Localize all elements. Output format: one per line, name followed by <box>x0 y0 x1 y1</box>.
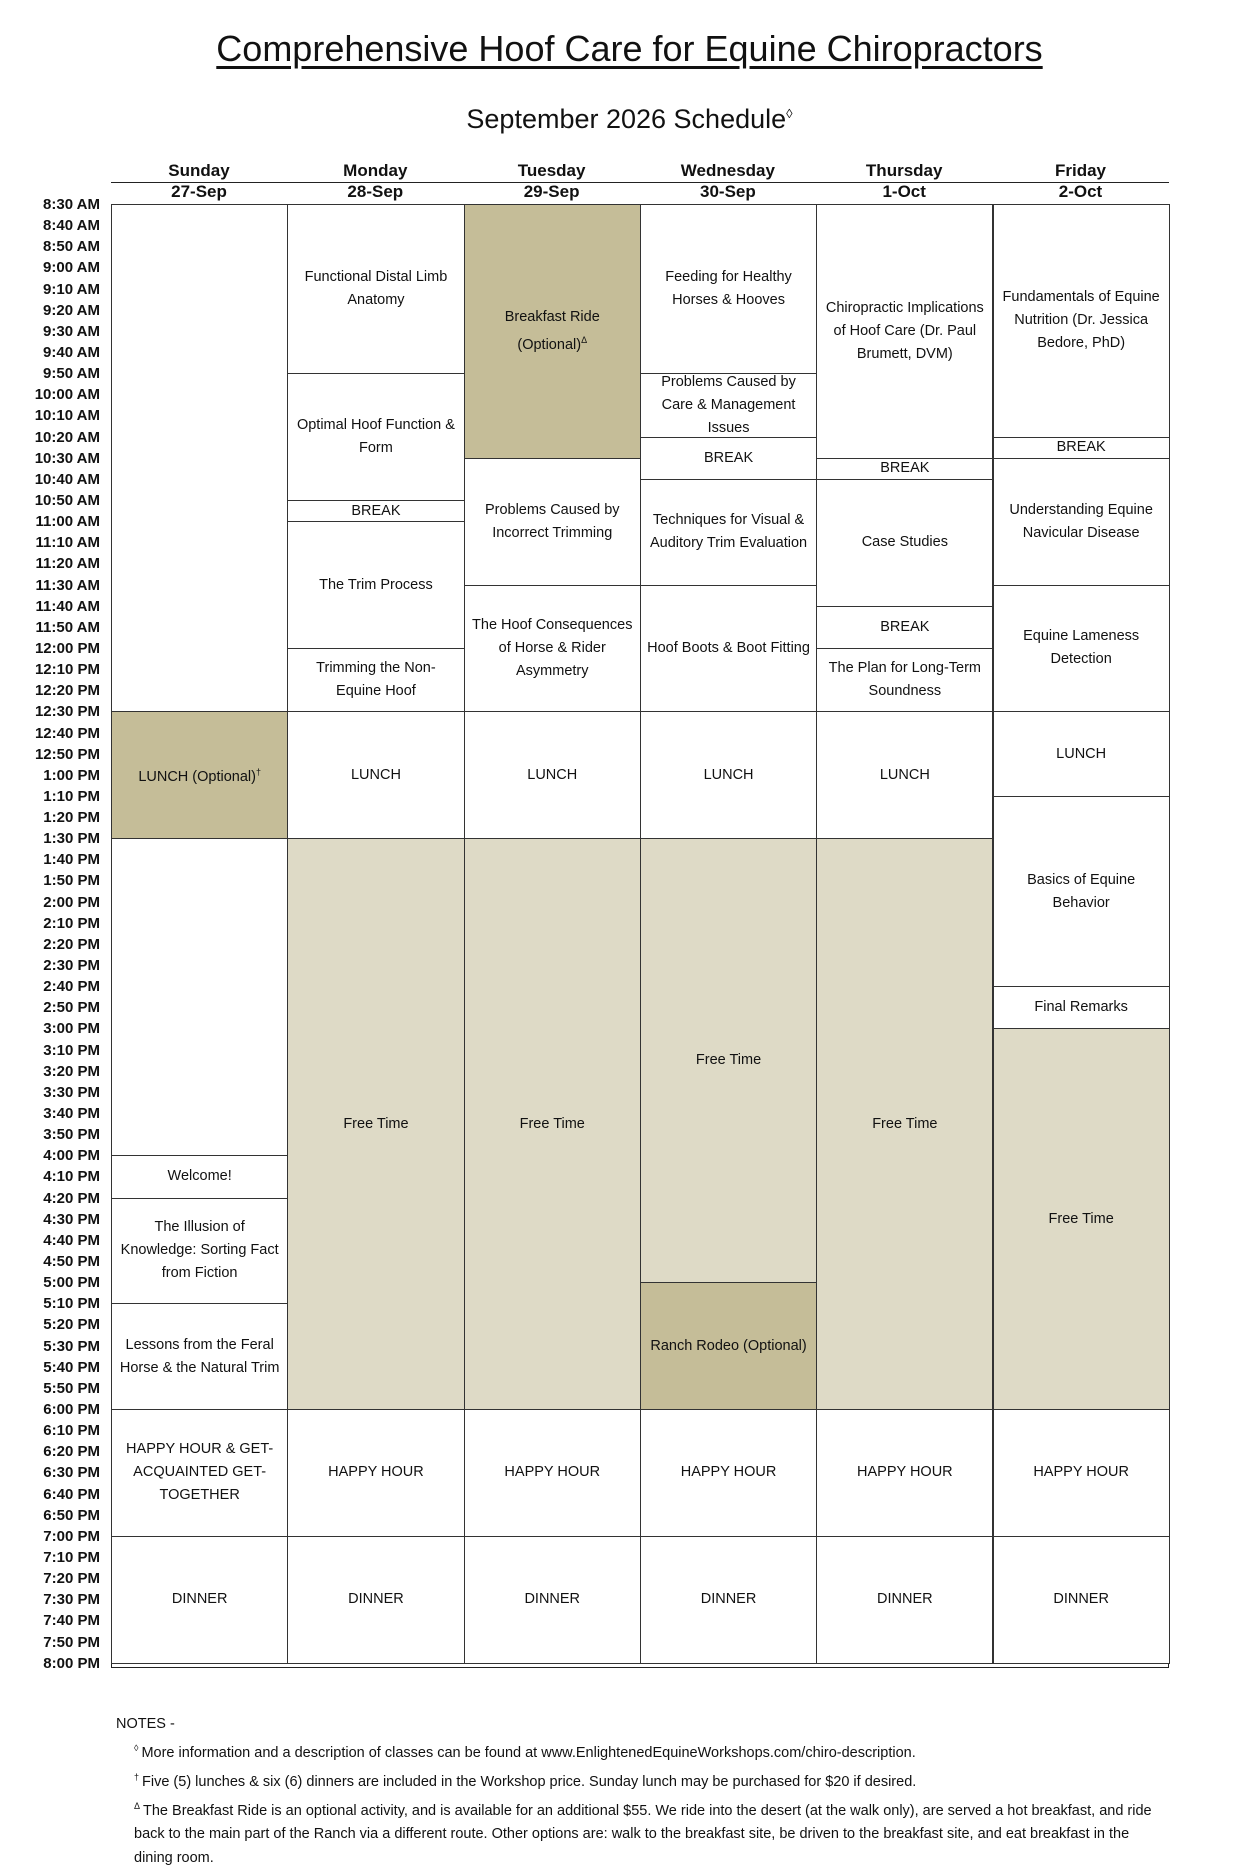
time-label: 3:00 PM <box>43 1020 100 1038</box>
event-content <box>701 1588 757 1611</box>
schedule-event <box>816 648 993 712</box>
time-label: 3:20 PM <box>43 1062 100 1080</box>
day-date: 27-Sep <box>171 182 227 201</box>
schedule-event <box>640 437 817 480</box>
time-label: 9:10 AM <box>43 280 100 298</box>
schedule-event <box>816 479 993 607</box>
time-label: 7:30 PM <box>43 1591 100 1609</box>
schedule-event <box>640 1536 817 1664</box>
day-header-thursday <box>816 160 992 202</box>
event-label: Fundamentals of Equine Nutrition (Dr. Jessica Bedore, PhD) <box>1002 289 1160 352</box>
time-label: 10:30 AM <box>34 449 100 467</box>
event-label: Understanding Equine Navicular Disease <box>1009 501 1153 541</box>
event-content <box>647 637 810 660</box>
event-content <box>1034 996 1127 1019</box>
time-label: 7:10 PM <box>43 1548 100 1566</box>
event-content <box>294 266 457 312</box>
event-label: Basics of Equine Behavior <box>1027 871 1136 911</box>
schedule-event <box>816 711 993 839</box>
day-header-sunday <box>111 160 287 202</box>
event-content <box>351 764 401 787</box>
schedule-event <box>993 1409 1170 1537</box>
time-label: 10:10 AM <box>34 407 100 425</box>
event-label: HAPPY HOUR <box>1033 1464 1129 1481</box>
time-label: 3:50 PM <box>43 1126 100 1144</box>
schedule-event <box>287 838 464 1410</box>
schedule-event <box>816 838 993 1410</box>
time-label: 4:20 PM <box>43 1189 100 1207</box>
event-label: HAPPY HOUR <box>504 1464 601 1481</box>
event-label: Breakfast Ride (Optional) <box>504 308 600 353</box>
schedule-event <box>287 1409 464 1537</box>
event-content <box>880 616 929 639</box>
time-label: 9:30 AM <box>43 322 100 340</box>
event-footnote-mark: Δ <box>581 334 588 345</box>
event-label: Problems Caused by Care & Management Issues <box>661 373 796 436</box>
time-label: 6:10 PM <box>43 1422 100 1440</box>
day-header-tuesday <box>464 160 640 202</box>
event-content <box>118 1216 281 1285</box>
schedule-event <box>816 458 993 480</box>
time-label: 6:20 PM <box>43 1443 100 1461</box>
event-content <box>328 1461 424 1484</box>
event-content <box>1000 499 1163 545</box>
time-label: 6:50 PM <box>43 1506 100 1524</box>
time-label: 4:10 PM <box>43 1168 100 1186</box>
event-label: The Illusion of Knowledge: Sorting Fact from Fiction <box>120 1219 279 1282</box>
event-label: Lessons from the Feral Horse & the Natural Trim <box>119 1336 280 1376</box>
time-label: 1:40 PM <box>43 851 100 869</box>
event-label: Free Time <box>343 1115 409 1132</box>
schedule-event <box>993 204 1170 438</box>
event-label: Functional Distal Limb Anatomy <box>304 269 448 309</box>
schedule-event <box>816 204 993 459</box>
event-content <box>647 509 810 555</box>
event-content <box>1000 869 1163 915</box>
time-label: 5:30 PM <box>43 1337 100 1355</box>
time-label: 8:40 AM <box>43 217 100 235</box>
event-content <box>1056 743 1106 766</box>
time-label: 6:40 PM <box>43 1485 100 1503</box>
event-label: HAPPY HOUR <box>857 1464 953 1481</box>
time-label: 8:30 AM <box>43 196 100 213</box>
time-label: 5:00 PM <box>43 1274 100 1292</box>
event-content <box>294 657 457 703</box>
event-content <box>877 1588 933 1611</box>
event-label: Equine Lameness Detection <box>1023 628 1140 668</box>
event-content <box>294 414 457 460</box>
schedule-grid <box>111 204 1169 1668</box>
day-date: 29-Sep <box>523 182 580 201</box>
time-label: 8:00 PM <box>43 1654 100 1672</box>
event-label: The Trim Process <box>319 576 433 593</box>
event-label: Free Time <box>695 1052 762 1069</box>
event-label: Free Time <box>519 1115 585 1132</box>
time-label: 7:20 PM <box>43 1570 100 1588</box>
header-rule <box>111 182 1169 183</box>
time-label: 10:50 AM <box>34 491 100 509</box>
event-label: Problems Caused by Incorrect Trimming <box>484 501 620 541</box>
time-label: 11:50 AM <box>35 618 100 636</box>
schedule-event <box>816 606 993 649</box>
event-content <box>504 1461 600 1484</box>
event-label: DINNER <box>1053 1591 1109 1608</box>
time-label: 4:40 PM <box>43 1231 100 1249</box>
schedule-event <box>287 648 464 712</box>
schedule-event <box>464 204 641 459</box>
schedule-event <box>640 1282 817 1410</box>
schedule-event <box>993 711 1170 797</box>
day-header-monday <box>287 160 463 202</box>
schedule-event <box>640 585 817 713</box>
time-label: 2:10 PM <box>43 914 100 932</box>
day-name: Tuesday <box>517 161 586 180</box>
schedule-event <box>640 479 817 586</box>
note-text: More information and a description of classes can be found at www.EnlightenedEquineWorkshops.com/chiro-description. <box>141 1744 916 1761</box>
time-label: 7:50 PM <box>43 1633 100 1651</box>
time-label: 2:00 PM <box>43 893 100 911</box>
event-content <box>138 761 261 789</box>
event-label: BREAK <box>880 460 930 477</box>
time-label: 2:50 PM <box>43 999 100 1017</box>
time-label: 9:20 AM <box>43 301 100 319</box>
time-label: 12:20 PM <box>34 682 100 700</box>
event-content <box>118 1438 281 1507</box>
event-content <box>872 1113 937 1136</box>
event-label: DINNER <box>700 1591 757 1608</box>
time-label: 12:30 PM <box>34 703 100 721</box>
time-label: 12:10 PM <box>34 661 100 679</box>
event-label: Chiropractic Implications of Hoof Care (Dr. Paul Brumett, DVM) <box>825 299 984 362</box>
event-content <box>319 574 433 597</box>
schedule-event <box>111 1409 288 1537</box>
event-label: Trimming the Non-Equine Hoof <box>316 660 436 700</box>
day-date: 1-Oct <box>882 182 926 201</box>
schedule-event <box>111 711 288 839</box>
time-label: 4:30 PM <box>43 1210 100 1228</box>
time-label: 2:40 PM <box>43 978 100 996</box>
time-label: 12:00 PM <box>34 639 100 657</box>
event-content <box>118 1334 281 1380</box>
event-content <box>471 306 634 357</box>
time-label: 1:50 PM <box>43 872 100 890</box>
schedule-event <box>287 373 464 501</box>
event-content <box>1049 1208 1114 1231</box>
schedule-event <box>816 1536 993 1664</box>
event-content <box>704 764 754 787</box>
event-label: LUNCH <box>703 766 754 783</box>
event-label: Ranch Rodeo (Optional) <box>650 1337 807 1354</box>
event-content <box>524 1588 580 1611</box>
time-label: 10:20 AM <box>34 428 100 446</box>
time-label: 1:30 PM <box>43 830 100 848</box>
event-label: HAPPY HOUR <box>328 1464 424 1481</box>
time-label: 12:50 PM <box>34 745 100 763</box>
day-date: 28-Sep <box>347 182 404 201</box>
note-text: Five (5) lunches & six (6) dinners are included in the Workshop price. Sunday lunch may be purchased for $20 if desired. <box>142 1773 917 1790</box>
event-label: DINNER <box>877 1591 933 1608</box>
time-label: 3:30 PM <box>43 1083 100 1101</box>
schedule-event <box>111 1155 288 1198</box>
schedule-event <box>993 796 1170 987</box>
time-label: 10:00 AM <box>34 386 100 404</box>
time-label: 7:00 PM <box>43 1527 100 1545</box>
event-content <box>1057 436 1106 459</box>
time-label: 10:40 AM <box>34 470 100 488</box>
note-mark: Δ <box>134 1800 141 1811</box>
time-label: 5:40 PM <box>43 1358 100 1376</box>
time-label: 11:10 AM <box>35 534 100 552</box>
notes-heading: NOTES - <box>116 1716 175 1732</box>
time-label: 6:30 PM <box>43 1464 100 1482</box>
note-item <box>116 1736 1156 1765</box>
schedule-event <box>287 1536 464 1664</box>
time-label: 11:30 AM <box>35 576 100 594</box>
event-content <box>1033 1461 1129 1484</box>
event-content <box>696 1049 761 1072</box>
schedule-event <box>464 458 641 586</box>
schedule-event <box>464 585 641 713</box>
event-label: BREAK <box>703 449 754 466</box>
time-label: 11:20 AM <box>35 555 100 573</box>
page-subtitle <box>0 104 1259 135</box>
event-label: Feeding for Healthy Horses & Hooves <box>665 269 792 309</box>
event-label: LUNCH <box>527 766 578 783</box>
time-label: 1:20 PM <box>43 809 100 827</box>
event-content <box>704 447 753 470</box>
event-content <box>172 1588 228 1611</box>
event-content <box>1053 1588 1109 1611</box>
day-header-wednesday <box>640 160 816 202</box>
event-content <box>647 371 810 440</box>
time-label: 1:00 PM <box>43 766 100 784</box>
event-label: BREAK <box>1056 439 1106 456</box>
event-content <box>647 266 810 312</box>
time-label: 9:00 AM <box>43 259 100 277</box>
schedule-event <box>287 204 464 374</box>
schedule-event <box>993 458 1170 586</box>
time-label: 3:40 PM <box>43 1105 100 1123</box>
event-label: BREAK <box>880 618 930 635</box>
time-label: 7:40 PM <box>43 1612 100 1630</box>
event-content <box>348 1588 404 1611</box>
time-label: 11:40 AM <box>35 597 100 615</box>
schedule-event <box>464 1409 641 1537</box>
time-label: 1:10 PM <box>43 787 100 805</box>
event-label: Hoof Boots & Boot Fitting <box>647 639 810 656</box>
event-label: Techniques for Visual & Auditory Trim Evaluation <box>649 512 808 552</box>
event-label: LUNCH <box>879 766 930 783</box>
page-title: Comprehensive Hoof Care for Equine Chiropractors <box>216 28 1043 69</box>
schedule-event <box>464 1536 641 1664</box>
day-date: 2-Oct <box>1058 182 1103 201</box>
schedule-event <box>640 838 817 1283</box>
schedule-event <box>993 585 1170 713</box>
event-content <box>1000 625 1163 671</box>
time-label: 5:50 PM <box>43 1379 100 1397</box>
event-content <box>471 614 634 683</box>
event-content <box>520 1113 585 1136</box>
event-content <box>857 1461 953 1484</box>
note-mark: ◊ <box>134 1743 139 1753</box>
schedule-event <box>111 1198 288 1305</box>
event-label: Free Time <box>872 1115 938 1132</box>
event-content <box>681 1461 777 1484</box>
event-label: DINNER <box>348 1591 404 1608</box>
note-item <box>116 1765 1156 1794</box>
schedule-event <box>640 711 817 839</box>
event-footnote-mark: † <box>255 767 261 778</box>
schedule-event <box>993 1536 1170 1664</box>
time-label: 2:20 PM <box>43 935 100 953</box>
time-label: 2:30 PM <box>43 957 100 975</box>
time-label: 9:50 AM <box>43 365 100 383</box>
schedule-event <box>287 711 464 839</box>
event-label: HAPPY HOUR <box>680 1464 777 1481</box>
subtitle-mark: ◊ <box>786 106 793 121</box>
event-content <box>862 531 948 554</box>
event-content <box>880 457 929 480</box>
event-label: Final Remarks <box>1034 999 1128 1016</box>
time-label: 5:10 PM <box>43 1295 100 1313</box>
event-content <box>880 764 930 787</box>
event-label: HAPPY HOUR & GET-ACQUAINTED GET-TOGETHER <box>126 1441 274 1504</box>
schedule-event <box>640 373 817 437</box>
time-label: 11:00 AM <box>35 513 100 531</box>
event-label: The Hoof Consequences of Horse & Rider Asymmetry <box>472 616 633 679</box>
day-name: Wednesday <box>680 161 775 180</box>
day-header-friday <box>993 160 1169 202</box>
time-label: 3:10 PM <box>43 1041 100 1059</box>
note-item <box>116 1794 1156 1870</box>
event-label: DINNER <box>171 1591 228 1608</box>
schedule-event <box>464 838 641 1410</box>
schedule-event <box>111 838 288 1156</box>
event-content <box>343 1113 408 1136</box>
event-label: LUNCH (Optional) <box>138 769 256 786</box>
day-date: 30-Sep <box>700 182 756 201</box>
day-name: Friday <box>1054 161 1107 180</box>
schedule-event <box>111 1303 288 1410</box>
event-content <box>823 657 986 703</box>
event-label: BREAK <box>351 502 401 519</box>
event-content <box>351 500 400 523</box>
schedule-event <box>640 1409 817 1537</box>
schedule-event <box>464 711 641 839</box>
schedule-event <box>111 1536 288 1664</box>
schedule-event <box>640 204 817 374</box>
event-label: LUNCH <box>1056 745 1107 762</box>
day-name: Monday <box>343 161 408 180</box>
subtitle-text: September 2026 Schedule <box>466 104 787 134</box>
event-label: Optimal Hoof Function & Form <box>296 417 455 457</box>
time-label: 8:50 AM <box>43 238 100 256</box>
event-label: LUNCH <box>350 766 401 783</box>
event-label: DINNER <box>524 1591 581 1608</box>
schedule-event <box>287 500 464 522</box>
time-label: 4:50 PM <box>43 1253 100 1270</box>
time-label: 5:20 PM <box>43 1316 100 1334</box>
event-content <box>650 1335 806 1358</box>
schedule-event <box>993 986 1170 1029</box>
time-label: 4:00 PM <box>43 1147 100 1165</box>
schedule-event <box>287 521 464 649</box>
event-content <box>527 764 577 787</box>
time-label: 9:40 AM <box>43 343 100 361</box>
event-label: Case Studies <box>861 534 948 551</box>
day-name: Thursday <box>865 161 943 180</box>
event-label: Welcome! <box>167 1168 232 1185</box>
event-label: Free Time <box>1048 1210 1114 1227</box>
event-content <box>471 499 634 545</box>
note-mark: † <box>134 1771 140 1782</box>
note-text: The Breakfast Ride is an optional activity, and is available for an additional $55. We ride into the desert (at the walk only), are served a hot breakfast, and ride back to the main part of the Ranch via a different route. Other options are: walk to the breakfast site, be driven to the breakfast site, and eat breakfast in the dining room. <box>134 1802 1152 1867</box>
time-label: 6:00 PM <box>43 1400 100 1418</box>
schedule-event <box>993 437 1170 459</box>
event-content <box>168 1165 232 1188</box>
schedule-event <box>816 1409 993 1537</box>
event-label: The Plan for Long-Term Soundness <box>828 660 981 700</box>
event-content <box>1000 286 1163 355</box>
schedule-event <box>993 1028 1170 1410</box>
day-name: Sunday <box>168 161 230 180</box>
event-content <box>823 297 986 366</box>
time-label: 12:40 PM <box>34 724 100 742</box>
notes-section <box>116 1712 1156 1870</box>
schedule-event <box>111 204 288 712</box>
